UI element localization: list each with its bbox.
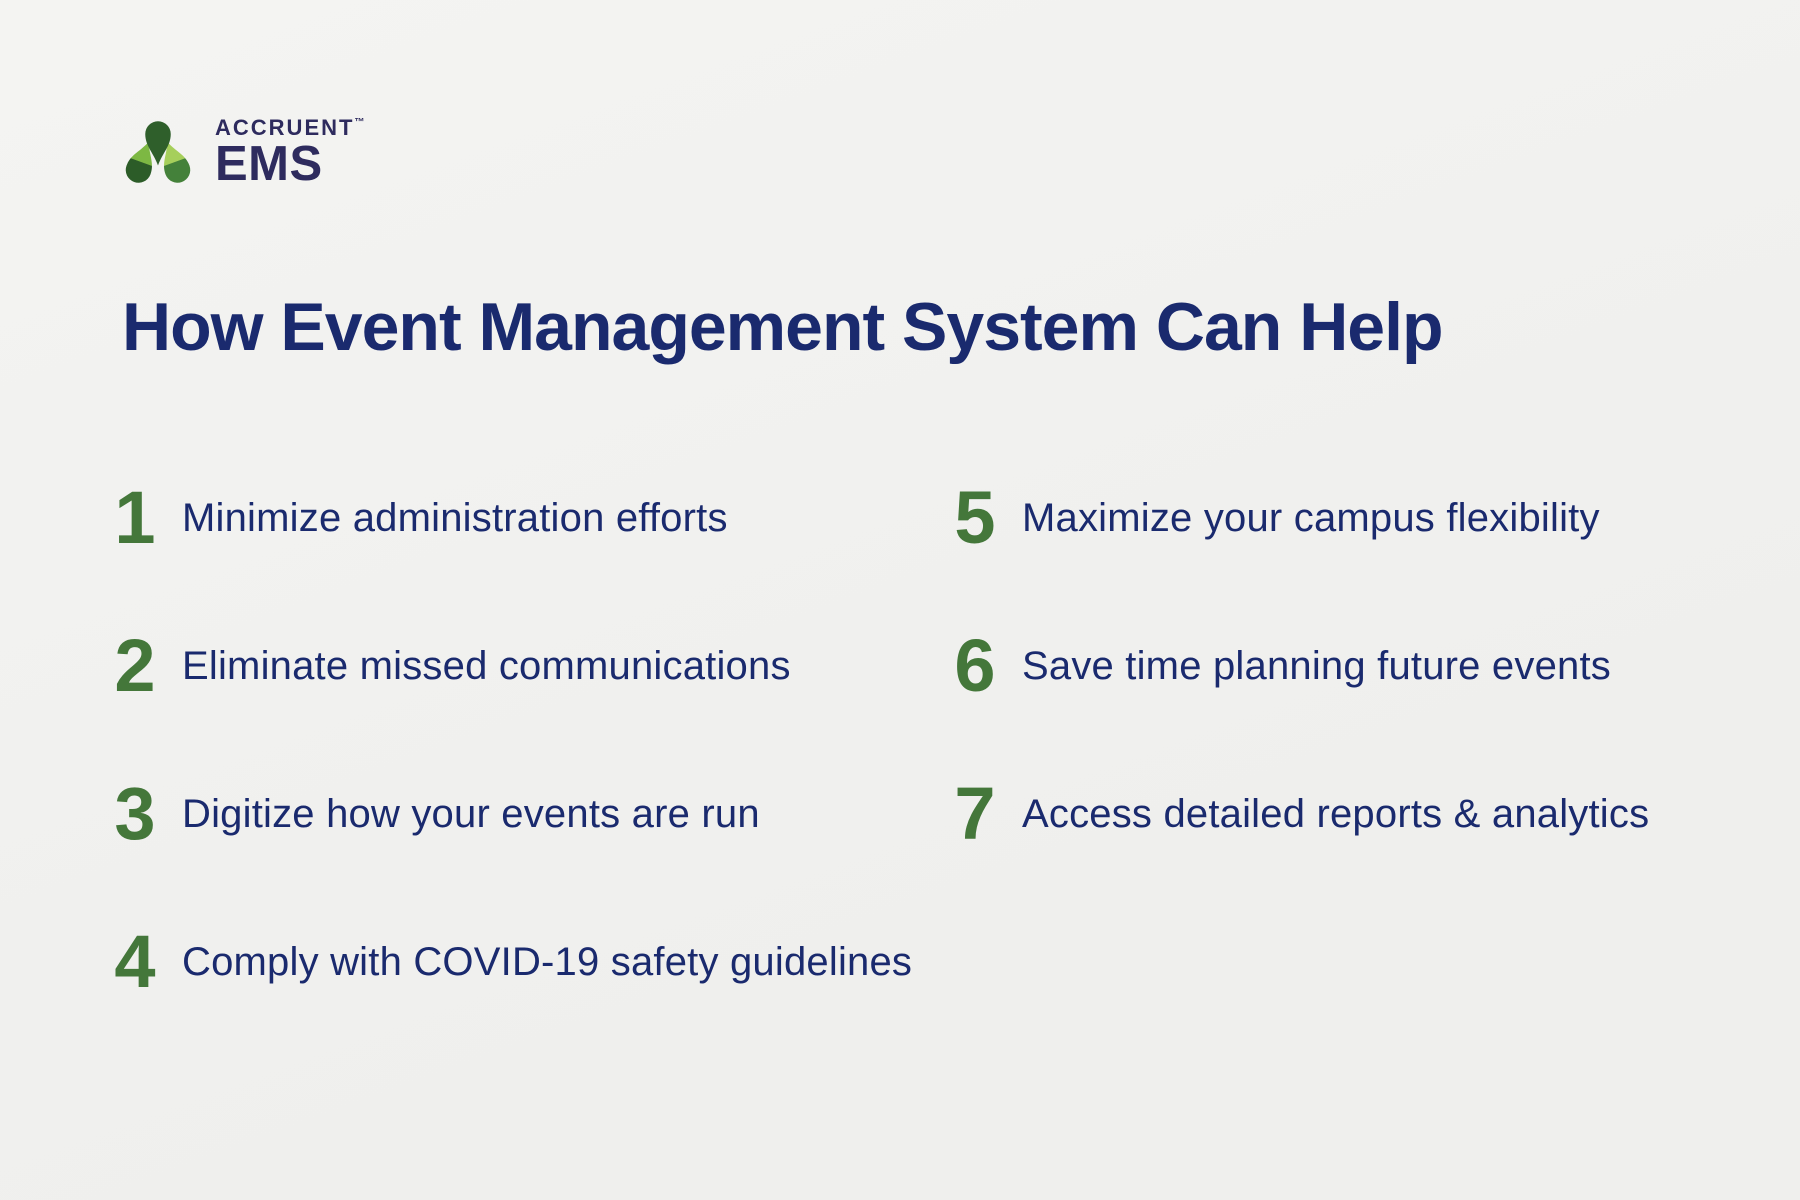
accruent-logo-icon bbox=[120, 116, 196, 188]
item-number: 1 bbox=[114, 476, 156, 559]
benefit-column-left bbox=[106, 444, 946, 1036]
benefit-list bbox=[106, 444, 1760, 1036]
item-label: Access detailed reports & analytics bbox=[1022, 791, 1650, 836]
list-item bbox=[106, 888, 946, 1036]
list-item bbox=[946, 740, 1760, 888]
item-label: Eliminate missed communications bbox=[182, 643, 791, 688]
list-item bbox=[946, 444, 1760, 592]
list-item bbox=[106, 740, 946, 888]
page-title: How Event Management System Can Help bbox=[122, 289, 1443, 365]
item-label: Comply with COVID-19 safety guidelines bbox=[182, 939, 913, 984]
item-number: 3 bbox=[114, 772, 156, 855]
accruent-ems-logo bbox=[120, 115, 365, 192]
item-number: 6 bbox=[954, 624, 996, 707]
item-number: 7 bbox=[954, 772, 996, 855]
benefit-column-right bbox=[946, 444, 1760, 1036]
list-item bbox=[106, 592, 946, 740]
logo-wordmark bbox=[215, 115, 365, 192]
item-label: Minimize administration efforts bbox=[182, 495, 728, 540]
item-label: Digitize how your events are run bbox=[182, 791, 760, 836]
item-number: 2 bbox=[114, 624, 156, 707]
list-item bbox=[106, 444, 946, 592]
item-number: 5 bbox=[954, 476, 996, 559]
item-label: Save time planning future events bbox=[1022, 643, 1611, 688]
logo-product-text: EMS bbox=[215, 137, 323, 192]
item-label: Maximize your campus flexibility bbox=[1022, 495, 1600, 540]
logo-brand-text: ACCRUENT™ bbox=[215, 115, 365, 140]
item-number: 4 bbox=[114, 920, 156, 1003]
trademark-symbol: ™ bbox=[354, 117, 365, 128]
list-item bbox=[946, 592, 1760, 740]
